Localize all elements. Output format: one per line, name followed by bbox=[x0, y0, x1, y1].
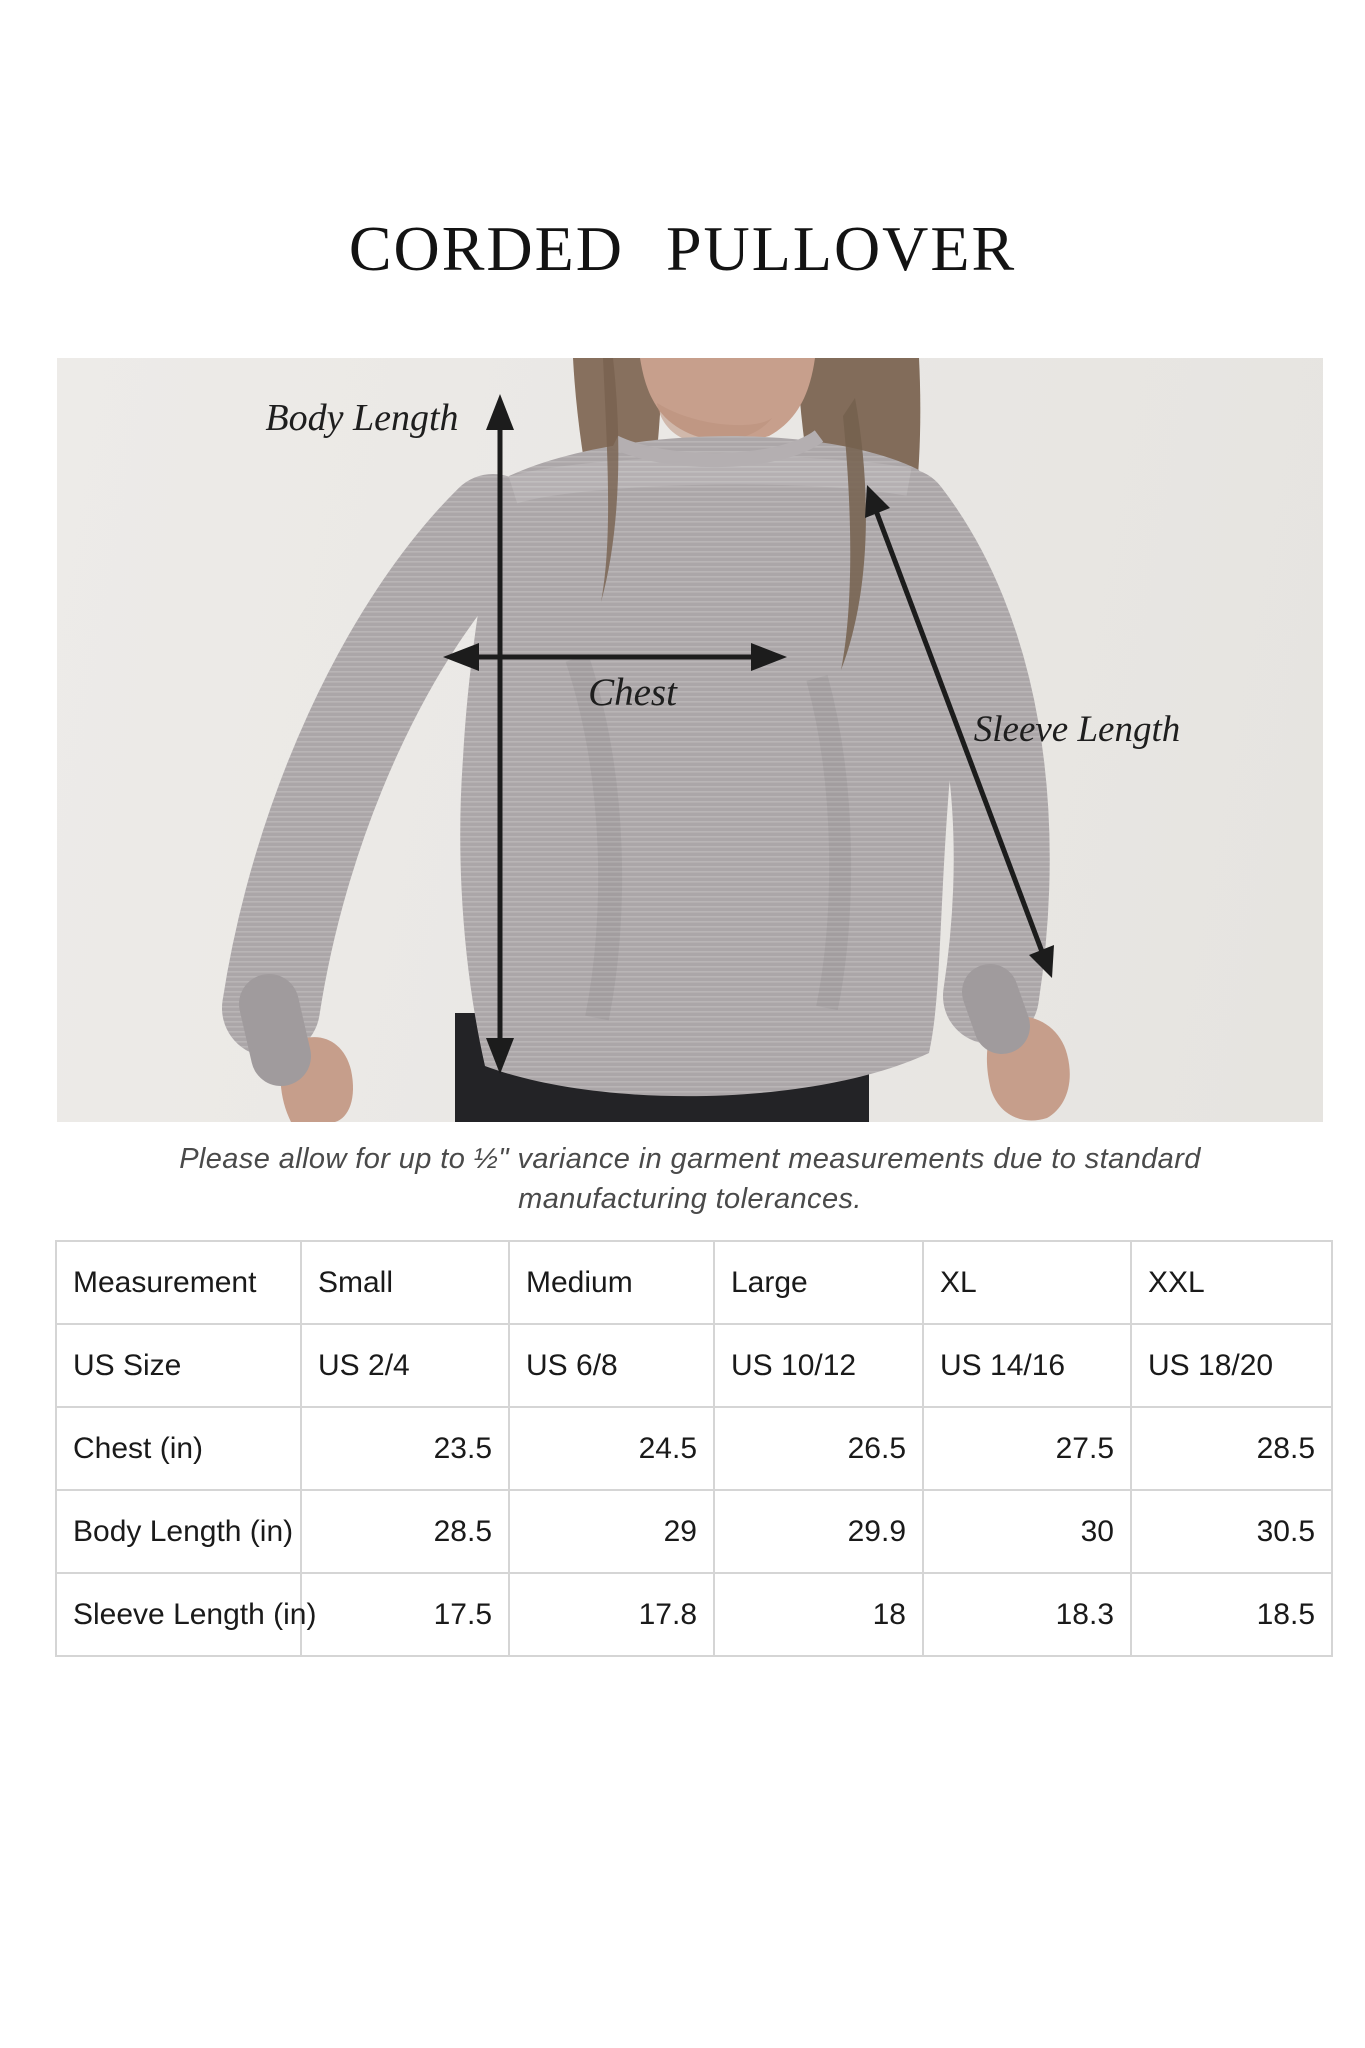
row-label: Sleeve Length (in) bbox=[56, 1573, 301, 1656]
table-cell: 18 bbox=[714, 1573, 923, 1656]
column-header: Measurement bbox=[56, 1241, 301, 1324]
table-cell: 17.5 bbox=[301, 1573, 509, 1656]
table-cell: 28.5 bbox=[301, 1490, 509, 1573]
row-label: Chest (in) bbox=[56, 1407, 301, 1490]
table-cell: US 10/12 bbox=[714, 1324, 923, 1407]
table-cell: 28.5 bbox=[1131, 1407, 1332, 1490]
disclaimer-line-2: manufacturing tolerances. bbox=[518, 1183, 862, 1215]
cuff-right bbox=[990, 992, 1002, 1026]
garment-sleeve-left bbox=[271, 523, 493, 1008]
table-row bbox=[56, 1573, 1332, 1656]
table-cell: 27.5 bbox=[923, 1407, 1131, 1490]
cuff-left bbox=[269, 1004, 281, 1056]
table-cell: 26.5 bbox=[714, 1407, 923, 1490]
table-cell: 18.5 bbox=[1131, 1573, 1332, 1656]
table-cell: US 2/4 bbox=[301, 1324, 509, 1407]
table-row bbox=[56, 1490, 1332, 1573]
column-header: Large bbox=[714, 1241, 923, 1324]
table-cell: 24.5 bbox=[509, 1407, 714, 1490]
column-header: XXL bbox=[1131, 1241, 1332, 1324]
column-header: Medium bbox=[509, 1241, 714, 1324]
size-table-grid bbox=[55, 1240, 1333, 1657]
body-length-label: Body Length bbox=[265, 397, 459, 439]
table-cell: 29.9 bbox=[714, 1490, 923, 1573]
table-cell: 30.5 bbox=[1131, 1490, 1332, 1573]
table-cell: 17.8 bbox=[509, 1573, 714, 1656]
table-row bbox=[56, 1407, 1332, 1490]
chest-label: Chest bbox=[588, 671, 677, 714]
page-title: CORDED PULLOVER bbox=[348, 213, 1017, 284]
disclaimer-line-1: Please allow for up to ½" variance in garment measurements due to standard bbox=[179, 1143, 1201, 1175]
table-cell: US 6/8 bbox=[509, 1324, 714, 1407]
table-header-row bbox=[56, 1241, 1332, 1324]
sleeve-length-label: Sleeve Length bbox=[973, 709, 1181, 750]
row-label: Body Length (in) bbox=[56, 1490, 301, 1573]
table-cell: US 18/20 bbox=[1131, 1324, 1332, 1407]
size-diagram-image bbox=[57, 358, 1323, 1122]
table-row bbox=[56, 1324, 1332, 1407]
table-cell: 30 bbox=[923, 1490, 1131, 1573]
table-cell: 23.5 bbox=[301, 1407, 509, 1490]
column-header: Small bbox=[301, 1241, 509, 1324]
row-label: US Size bbox=[56, 1324, 301, 1407]
table-cell: 18.3 bbox=[923, 1573, 1131, 1656]
table-cell: US 14/16 bbox=[923, 1324, 1131, 1407]
disclaimer-text bbox=[57, 1139, 1323, 1219]
column-header: XL bbox=[923, 1241, 1131, 1324]
table-cell: 29 bbox=[509, 1490, 714, 1573]
size-table bbox=[55, 1240, 1331, 1657]
